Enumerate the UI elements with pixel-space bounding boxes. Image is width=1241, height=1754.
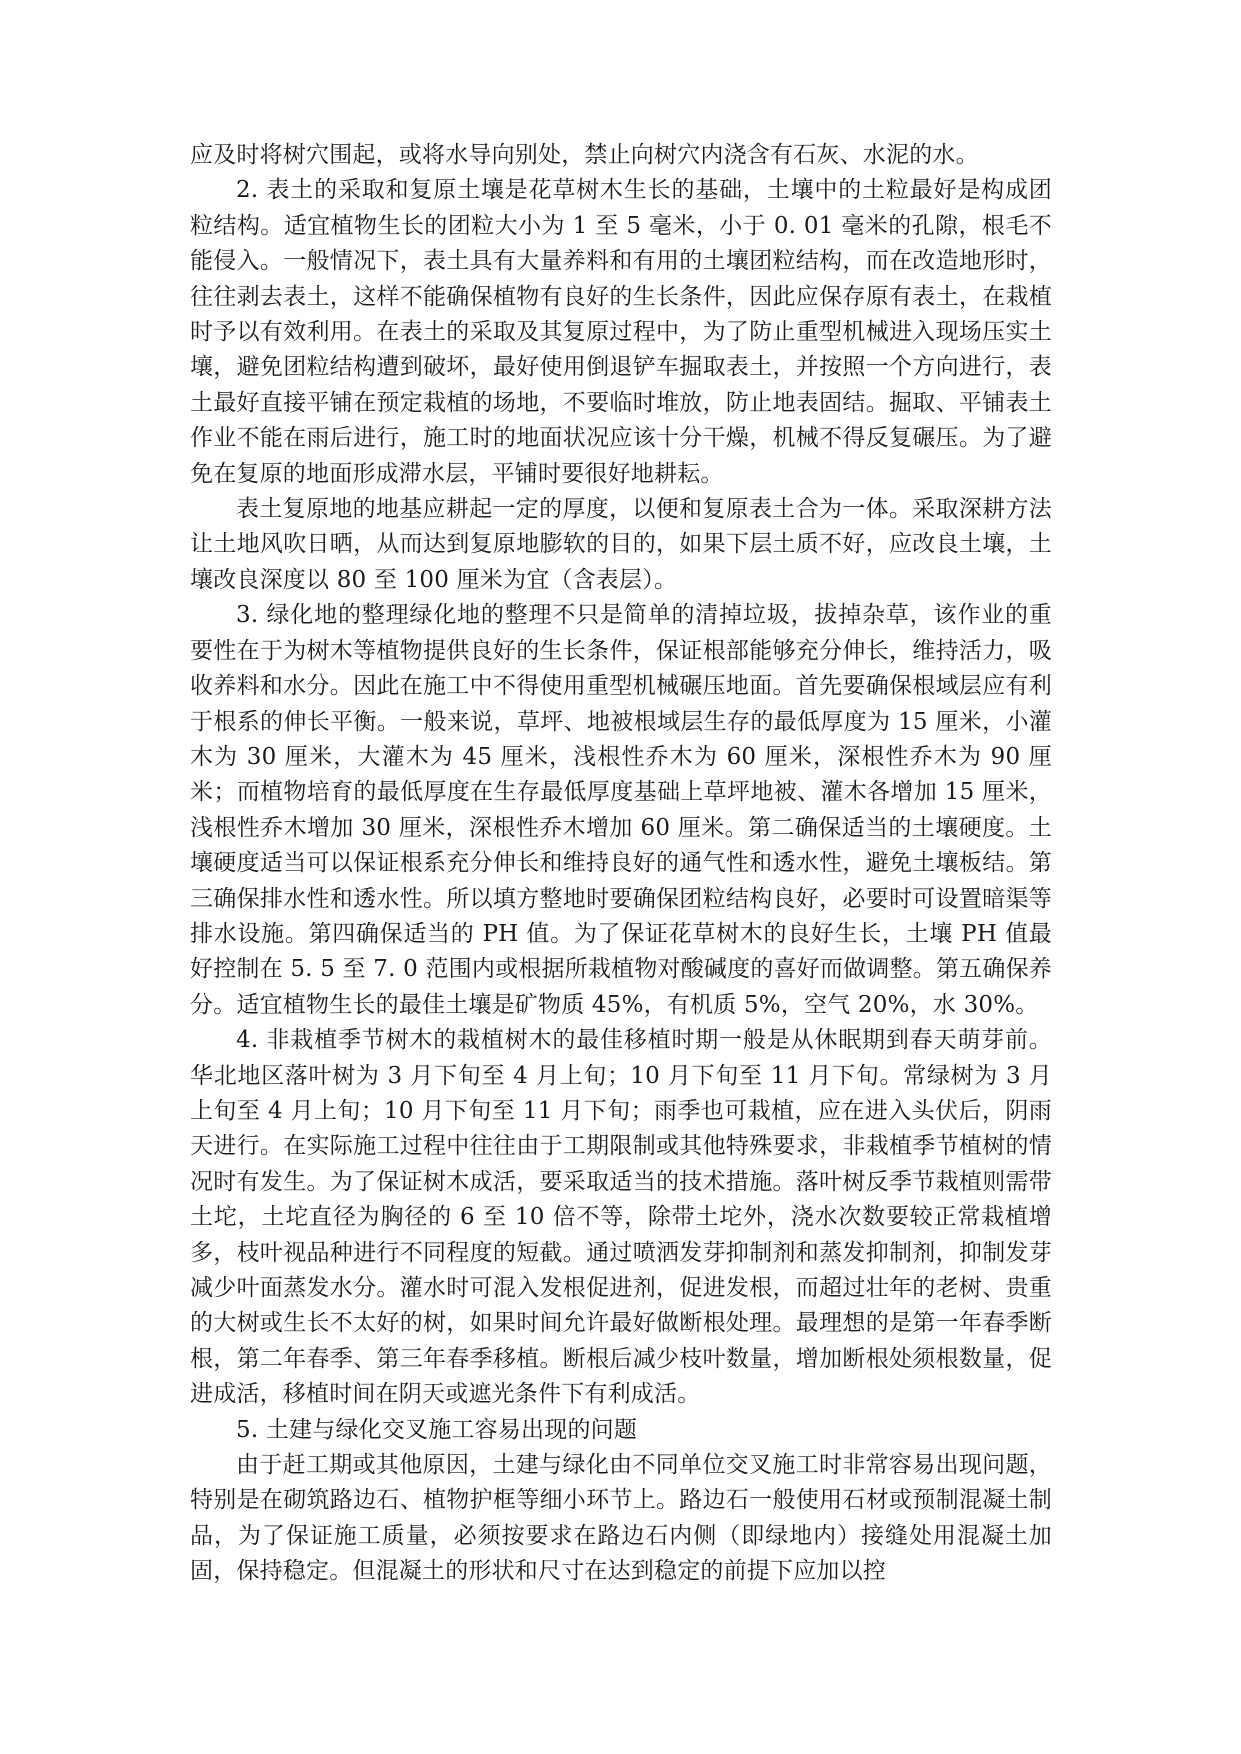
paragraph-3: 3. 绿化地的整理绿化地的整理不只是简单的清掉垃圾，拔掉杂草，该作业的重要性在于为树木等植物提供良好的生长条件，保证根部能够充分伸长，维持活力，吸收养料和水分。因此在施工中不得使用重型机械碾压地面。首先要确保根域层应有利于根系的伸长平衡。一般来说，草坪、地被根域层生存的最低厚度为 15 厘米，小灌木为 30 厘米，大灌木为 45 厘米，浅根性乔木为 60 厘米，深根性乔木为 90 厘米；而植物培育的最低厚度在生存最低厚度基础上草坪地被、灌木各增加 15 厘米，浅根性乔木增加 30 厘米，深根性乔木增加 60 厘米。第二确保适当的土壤硬度。土壤硬度适当可以保证根系充分伸长和维持良好的通气性和透水性，避免土壤板结。第三确保排水性和透水性。所以填方整地时要确保团粒结构良好，必要时可设置暗渠等排水设施。第四确保适当的 PH 值。为了保证花草树木的良好生长，土壤 PH 值最好控制在 5. 5 至 7. 0 范围内或根据所栽植物对酸碱度的喜好而做调整。第五确保养分。适宜植物生长的最佳土壤是矿物质 45%，有机质 5%，空气 20%，水 30%。: [190, 602, 1052, 1018]
paragraph-6: 由于赶工期或其他原因，土建与绿化由不同单位交叉施工时非常容易出现问题，特别是在砌筑路边石、植物护框等细小环节上。路边石一般使用石材或预制混凝土制品，为了保证施工质量，必须按要求在路边石内侧（即绿地内）接缝处用混凝土加固，保持稳定。但混凝土的形状和尺寸在达到稳定的前提下应加以控: [190, 1452, 1052, 1585]
paragraph-1: 2. 表土的采取和复原土壤是花草树木生长的基础，土壤中的土粒最好是构成团粒结构。适宜植物生长的团粒大小为 1 至 5 毫米，小于 0. 01 毫米的孔隙，根毛不能侵入。一般情况下，表土具有大量养料和有用的土壤团粒结构，而在改造地形时，往往剥去表土，这样不能确保植物有良好的生长条件，因此应保存原有表土，在栽植时予以有效利用。在表土的采取及其复原过程中，为了防止重型机械进入现场压实土壤，避免团粒结构遭到破坏，最好使用倒退铲车掘取表土，并按照一个方向进行，表土最好直接平铺在预定栽植的场地，不要临时堆放，防止地表固结。掘取、平铺表土作业不能在雨后进行，施工时的地面状况应该十分干燥，机械不得反复碾压。为了避免在复原的地面形成滞水层，平铺时要很好地耕耘。: [190, 177, 1052, 487]
paragraph-4: 4. 非栽植季节树木的栽植树木的最佳移植时期一般是从休眠期到春天萌芽前。华北地区落叶树为 3 月下旬至 4 月上旬；10 月下旬至 11 月下旬。常绿树为 3 月上旬至 4 月上旬；10 月下旬至 11 月下旬；雨季也可栽植，应在进入头伏后，阴雨天进行。在实际施工过程中往往由于工期限制或其他特殊要求，非栽植季节植树的情况时有发生。为了保证树木成活，要采取适当的技术措施。落叶树反季节栽植则需带土坨，土坨直径为胸径的 6 至 10 倍不等，除带土坨外，浇水次数要较正常栽植增多，枝叶视品种进行不同程度的短截。通过喷洒发芽抑制剂和蒸发抑制剂，抑制发芽减少叶面蒸发水分。灌水时可混入发根促进剂，促进发根，而超过壮年的老树、贵重的大树或生长不太好的树，如果时间允许最好做断根处理。最理想的是第一年春季断根，第二年春季、第三年春季移植。断根后减少枝叶数量，增加断根处须根数量，促进成活，移植时间在阴天或遮光条件下有利成活。: [190, 1027, 1052, 1408]
paragraph-0: 应及时将树穴围起，或将水导向别处，禁止向树穴内浇含有石灰、水泥的水。: [190, 142, 979, 168]
paragraph-5-heading: 5. 土建与绿化交叉施工容易出现的问题: [236, 1416, 638, 1443]
document-page: [190, 138, 1052, 1590]
paragraph-2: 表土复原地的地基应耕起一定的厚度，以便和复原表土合为一体。采取深耕方法让土地风吹日晒，从而达到复原地膨软的目的，如果下层土质不好，应改良土壤，土壤改良深度以 80 至 100 厘米为宜（含表层）。: [190, 496, 1052, 593]
